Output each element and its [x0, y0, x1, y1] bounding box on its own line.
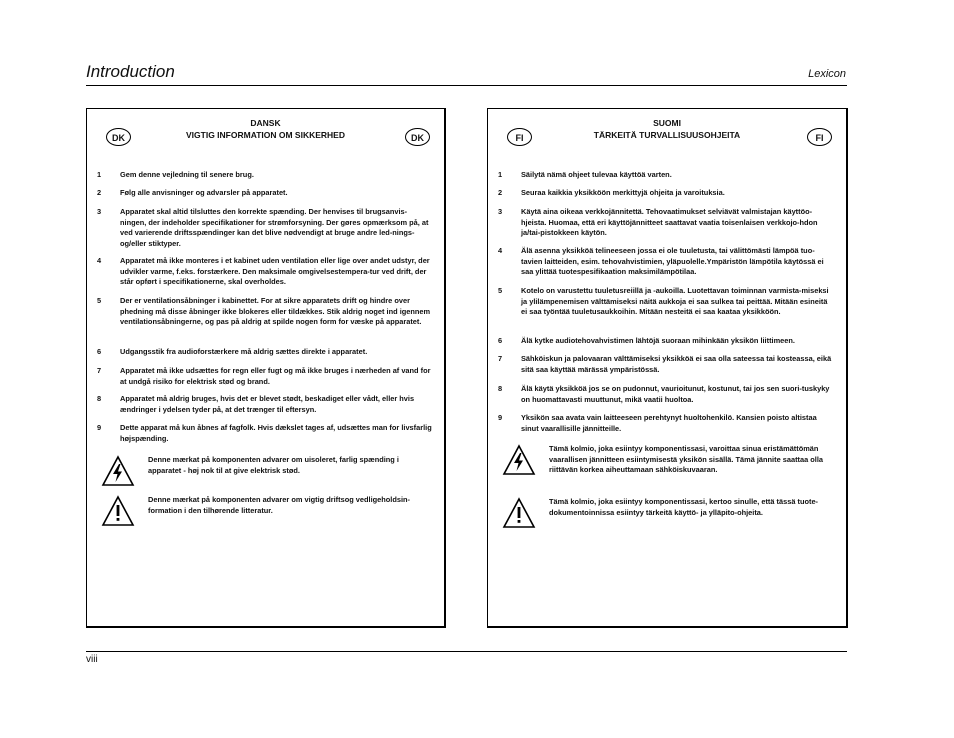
safety-panel-dansk [86, 108, 446, 628]
list-item [97, 256, 432, 288]
safety-panel-suomi [487, 108, 848, 628]
list-item [97, 207, 432, 249]
item-text: Käytä aina oikeaa verkkojännitettä. Tehovaatimukset selviävät valmistajan käyttöo-hjeista. Huomaa, että eri käyttöjännitteet saattavat vaatia toisenlaisen verkkojo-hdon ja/tai-pistokkeen käytön. [521, 207, 818, 238]
item-text: Gem denne vejledning til senere brug. [120, 170, 254, 179]
list-item [498, 207, 834, 239]
language-title: SUOMI [653, 118, 681, 128]
list-item [498, 336, 834, 347]
list-item [97, 347, 432, 358]
item-text: Følg alle anvisninger og advarsler på apparatet. [120, 188, 288, 197]
item-number: 9 [97, 423, 102, 432]
item-number: 4 [97, 256, 102, 265]
item-text: Apparatet må ikke udsættes for regn eller fugt og må ikke bruges i nærheden af vand for at undgå risiko for elektrisk stød og brand. [120, 366, 431, 386]
list-item [498, 354, 834, 375]
list-item [97, 296, 432, 328]
item-text: Der er ventilationsåbninger i kabinettet. For at sikre apparatets drift og hindre over phedning må disse åbninger ikke blokeres eller tildækkes. Stik aldrig noget ind igennem ventilationsåbningerne, og pas på aldrig at spilde nogen form for væske på apparatet. [120, 296, 431, 327]
language-badge-right: DK [405, 128, 430, 146]
panel-heading [87, 117, 444, 141]
list-item [498, 246, 834, 278]
list-item [498, 413, 834, 434]
warning-notice [502, 444, 834, 476]
item-number: 1 [498, 170, 503, 179]
lightning-triangle-icon [502, 444, 536, 476]
language-badge-left: FI [507, 128, 532, 146]
item-text: Apparatet skal altid tilsluttes den korrekte spænding. Der henvises til brugsanvis-ningen, der indeholder specifikationer for strømforsyning. Der gøres opmærksom på, at ved varierende driftsspændinger kan det blive nødvendigt at bruge andre led-nings- og/eller stiktyper. [120, 207, 429, 248]
item-number: 6 [97, 347, 102, 356]
lightning-triangle-icon [101, 455, 135, 487]
list-item [498, 170, 834, 181]
item-number: 2 [498, 188, 503, 197]
item-number: 4 [498, 246, 503, 255]
item-text: Yksikön saa avata vain laitteeseen perehtynyt huoltohenkilö. Kansien poisto altistaa sinut vaarallisille jännitteille. [521, 413, 817, 433]
item-number: 9 [498, 413, 503, 422]
item-text: Dette apparat må kun åbnes af fagfolk. Hvis dækslet tages af, udsættes man for livsfarlig højspænding. [120, 423, 432, 443]
warning-notice [502, 497, 834, 518]
footer-rule [86, 651, 847, 652]
exclamation-triangle-icon [502, 497, 536, 529]
item-number: 5 [498, 286, 503, 295]
item-text: Älä käytä yksikköä jos se on pudonnut, vaurioitunut, kostunut, tai jos sen suori-tuskyky on huomattavasti muuttunut, mikä vaatii huoltoa. [521, 384, 830, 404]
safety-heading: TÄRKEITÄ TURVALLISUUSOHJEITA [593, 130, 741, 140]
list-item [498, 188, 834, 199]
item-number: 2 [97, 188, 102, 197]
language-badge-right: FI [807, 128, 832, 146]
list-item [97, 170, 432, 181]
item-number: 5 [97, 296, 102, 305]
page-header-title: Introduction [86, 62, 175, 81]
item-number: 3 [97, 207, 102, 216]
item-text: Älä kytke audiotehovahvistimen lähtöjä suoraan mihinkään yksikön liittimeen. [521, 336, 795, 345]
warning-text: Denne mærkat på komponenten advarer om vigtig driftsog vedligeholdsin-formation i den tilhørende litteratur. [148, 495, 410, 515]
item-number: 8 [97, 394, 102, 403]
item-text: Seuraa kaikkia yksikköön merkittyjä ohjeita ja varoituksia. [521, 188, 725, 197]
list-item [498, 384, 834, 405]
warning-text: Tämä kolmio, joka esiintyy komponentissasi, varoittaa sinua eristämättömän vaarallisen jännitteen esiintymisestä yksikön sisällä. Tämä jännite saattaa olla riittävän korkea aiheuttamaan sähköiskuvaaran. [549, 444, 823, 475]
item-number: 8 [498, 384, 503, 393]
item-number: 3 [498, 207, 503, 216]
warning-text: Tämä kolmio, joka esiintyy komponentissasi, kertoo sinulle, että tässä tuote-dokumentoinnissa esiintyy tärkeitä käyttö- ja ylläpito-ohjeita. [549, 497, 819, 517]
language-title: DANSK [250, 118, 281, 128]
item-text: Apparatet må ikke monteres i et kabinet uden ventilation eller lige over andet udstyr, der udvikler varme, f.eks. forstærkere. Den maksimale omgivelsestempera-tur ved drift, der står opført i specifikationerne, skal overholdes. [120, 256, 430, 287]
list-item [97, 423, 432, 444]
exclamation-triangle-icon [101, 495, 135, 527]
brand-name: Lexicon [808, 68, 846, 80]
warning-text: Denne mærkat på komponenten advarer om uisoleret, farlig spænding i apparatet - høj nok til at give elektrisk stød. [148, 455, 399, 475]
list-item [97, 366, 432, 387]
list-item [498, 286, 834, 318]
item-text: Sähköiskun ja palovaaran välttämiseksi yksikköä ei saa olla sateessa tai kosteassa, eikä sitä saa käyttää märässä ympäristössä. [521, 354, 832, 374]
item-number: 7 [498, 354, 503, 363]
item-number: 7 [97, 366, 102, 375]
warning-notice [101, 495, 432, 516]
item-text: Kotelo on varustettu tuuletusreiillä ja -aukoilla. Luotettavan toiminnan varmista-miseksi ja ylilämpenemisen välttämiseksi näitä aukkoja ei saa sulkea tai peittää. Mitään esineitä ei saa työntää tuuletusaukkoihin. Mitään nesteitä ei saa kaataa yksikköön. [521, 286, 829, 317]
item-text: Säilytä nämä ohjeet tulevaa käyttöä varten. [521, 170, 672, 179]
item-text: Älä asenna yksikköä telineeseen jossa ei ole tuuletusta, tai välittömästi lämpöä tuo-tavien laitteiden, esim. tehovahvistimien, yläpuolelle.Ympäristön lämpötila käytössä ei saa ylittää tuotespesifikaation maksimilämpötilaa. [521, 246, 824, 277]
item-text: Udgangsstik fra audioforstærkere må aldrig sættes direkte i apparatet. [120, 347, 368, 356]
warning-notice [101, 455, 432, 476]
panel-heading [488, 117, 846, 141]
item-number: 6 [498, 336, 503, 345]
page-number: viii [86, 654, 98, 665]
item-number: 1 [97, 170, 102, 179]
safety-heading: VIGTIG INFORMATION OM SIKKERHED [186, 130, 345, 140]
list-item [97, 394, 432, 415]
header-rule [86, 85, 847, 86]
item-text: Apparatet må aldrig bruges, hvis det er blevet stødt, beskadiget eller vådt, eller hvis ændringer i ydelsen tyder på, at det trænger til eftersyn. [120, 394, 415, 414]
language-badge-left: DK [106, 128, 131, 146]
list-item [97, 188, 432, 199]
